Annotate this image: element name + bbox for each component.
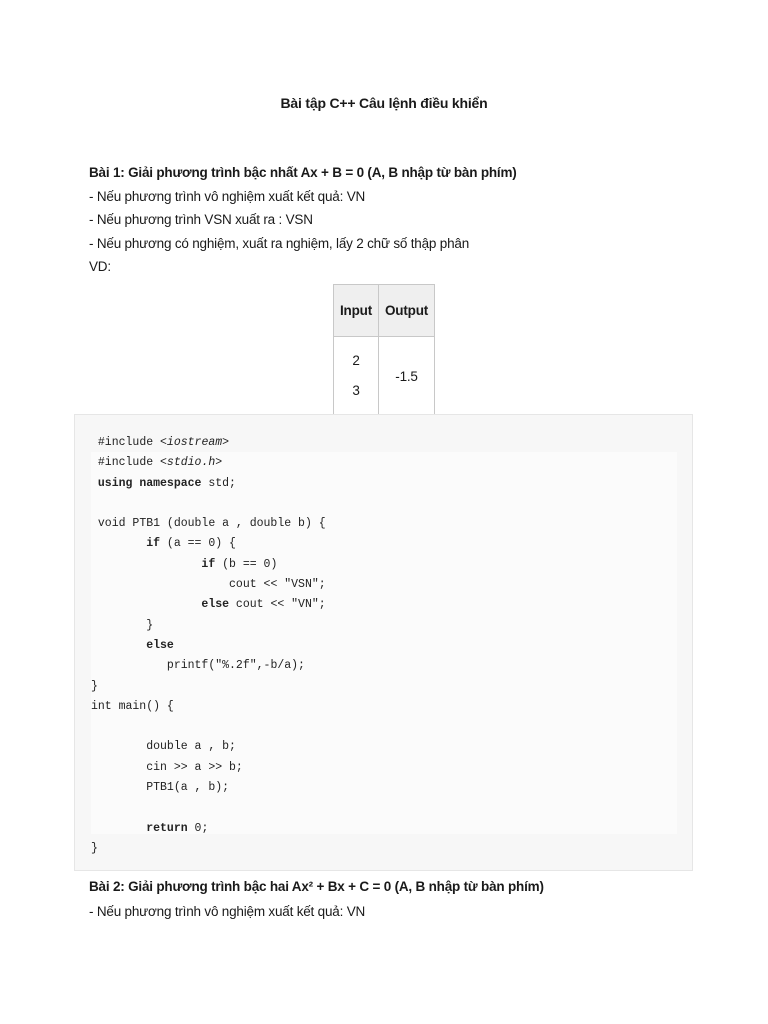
code-line-blank (91, 717, 326, 737)
code-line (91, 555, 326, 575)
code-token: (a == 0) { (160, 537, 236, 551)
code-listing (91, 433, 326, 859)
code-line (91, 616, 326, 636)
example-table (333, 284, 435, 416)
code-line (91, 697, 326, 717)
code-token: printf("%.2f",-b/a); (166, 659, 305, 673)
code-token: PTB1(a , b); (146, 781, 230, 795)
code-token: double a , b; (146, 740, 236, 754)
table-cell-output: -1.5 (379, 337, 435, 416)
code-token: (b == 0) (215, 557, 278, 571)
code-token: int main() { (91, 699, 174, 713)
table-row (334, 337, 435, 416)
code-line (91, 433, 326, 453)
code-line (91, 453, 326, 473)
code-line-blank (91, 798, 326, 818)
exercise-2-title: : Giải phương trình bậc hai Ax² + Bx + C = 0 (A, B nhập từ bàn phím) (120, 879, 544, 894)
exercise-1-rule-1: - Nếu phương trình vô nghiệm xuất kết quả: VN (89, 189, 366, 204)
exercise-1-heading: Bài 1: Giải phương trình bậc nhất Ax + B = 0 (A, B nhập từ bàn phím) (89, 165, 517, 180)
code-keyword: using namespace (97, 476, 202, 490)
code-line (91, 575, 326, 595)
table-header-output: Output (379, 285, 435, 337)
code-token: } (146, 618, 154, 632)
code-line (91, 677, 326, 697)
code-line (91, 819, 326, 839)
code-token: cout << "VN"; (229, 598, 326, 612)
code-line (91, 839, 326, 859)
exercise-1-rule-2: - Nếu phương trình VSN xuất ra : VSN (89, 212, 313, 227)
example-label: VD: (89, 259, 111, 274)
exercise-2-rule-1: - Nếu phương trình vô nghiệm xuất kết quả: VN (89, 904, 366, 919)
code-line (91, 514, 326, 534)
code-token: std; (201, 476, 236, 490)
code-keyword: if (146, 537, 161, 551)
code-line (91, 737, 326, 757)
input-value-b: 3 (352, 383, 360, 398)
table-header-row (334, 285, 435, 337)
table-cell-input (334, 337, 379, 416)
code-line (91, 778, 326, 798)
code-token: } (91, 841, 98, 855)
exercise-2-number: Bài 2 (89, 879, 121, 894)
table-header-input: Input (334, 285, 379, 337)
exercise-1-rule-3: - Nếu phương có nghiệm, xuất ra nghiệm, lấy 2 chữ số thập phân (89, 236, 470, 251)
code-keyword: if (201, 557, 216, 571)
code-keyword: else (201, 598, 230, 612)
code-line (91, 595, 326, 615)
code-token: <stdio.h> (160, 456, 223, 470)
code-line (91, 636, 326, 656)
code-line-blank (91, 494, 326, 514)
code-line (91, 656, 326, 676)
input-value-a: 2 (352, 353, 360, 368)
code-token: cout << "VSN"; (229, 578, 326, 592)
code-token: #include (97, 436, 161, 449)
code-token: void PTB1 (double a , double b) { (97, 517, 326, 531)
code-token: cin >> a >> b; (146, 760, 243, 774)
code-token: 0; (187, 821, 209, 835)
code-keyword: else (146, 638, 174, 652)
code-keyword: return (146, 821, 188, 835)
exercise-2-heading (89, 879, 544, 894)
page-title: Bài tập C++ Câu lệnh điều khiển (280, 95, 488, 111)
code-line (91, 758, 326, 778)
code-token: } (91, 679, 98, 693)
code-token: #include (97, 456, 161, 470)
code-line (91, 534, 326, 554)
code-token: <iostream> (160, 436, 230, 449)
code-line (91, 474, 326, 494)
